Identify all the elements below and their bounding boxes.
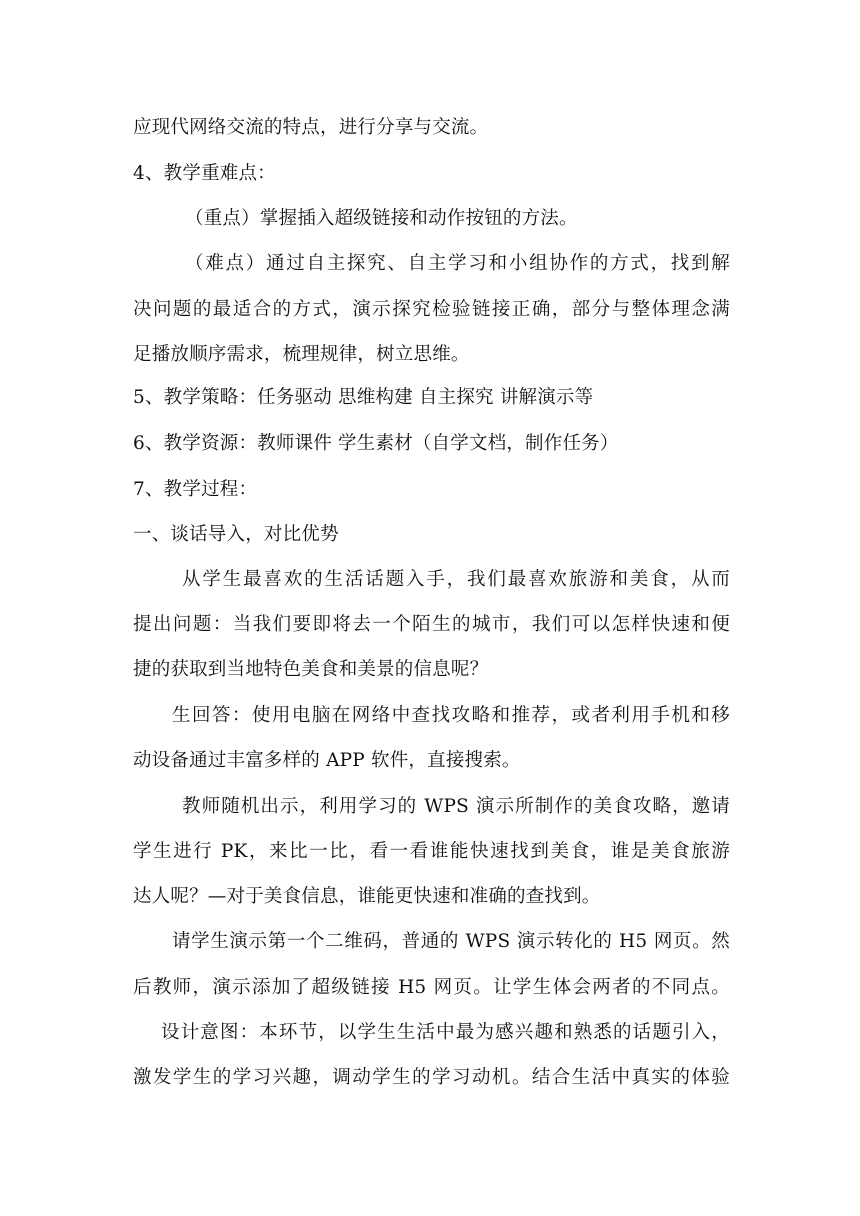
text-line: 请学生演示第一个二维码，普通的 WPS 演示转化的 H5 网页。然 <box>172 931 730 952</box>
text-line: 生回答：使用电脑在网络中查找攻略和推荐，或者利用手机和移 <box>172 705 730 726</box>
section-heading: 5、教学策略：任务驱动 思维构建 自主探究 讲解演示等 <box>133 387 594 408</box>
text-line: （难点）通过自主探究、自主学习和小组协作的方式，找到解 <box>185 253 730 274</box>
text-line: 激发学生的学习兴趣，调动学生的学习动机。结合生活中真实的体验 <box>133 1067 730 1088</box>
text-line: 达人呢？—对于美食信息，谁能更快速和准确的查找到。 <box>133 886 601 907</box>
text-line: 从学生最喜欢的生活话题入手，我们最喜欢旅游和美食，从而 <box>182 569 730 590</box>
section-heading: 一、谈话导入，对比优势 <box>133 524 339 545</box>
text-line: （重点）掌握插入超级链接和动作按钮的方法。 <box>185 208 578 229</box>
section-heading: 4、教学重难点： <box>133 163 276 184</box>
text-line: 决问题的最适合的方式，演示探究检验链接正确，部分与整体理念满 <box>133 299 730 320</box>
section-heading: 7、教学过程： <box>133 479 258 500</box>
text-line: 提出问题：当我们要即将去一个陌生的城市，我们可以怎样快速和便 <box>133 614 730 635</box>
text-line: 足播放顺序需求，梳理规律，树立思维。 <box>133 344 470 365</box>
text-line: 教师随机出示，利用学习的 WPS 演示所制作的美食攻略，邀请 <box>182 796 730 817</box>
text-line: 动设备通过丰富多样的 APP 软件，直接搜索。 <box>133 750 521 771</box>
text-line: 设计意图：本环节，以学生生活中最为感兴趣和熟悉的话题引入， <box>161 1022 730 1043</box>
text-line: 捷的获取到当地特色美食和美景的信息呢？ <box>133 659 489 680</box>
text-line: 后教师，演示添加了超级链接 H5 网页。让学生体会两者的不同点。 <box>133 977 730 998</box>
text-line: 应现代网络交流的特点，进行分享与交流。 <box>133 117 489 138</box>
section-heading: 6、教学资源：教师课件 学生素材（自学文档，制作任务） <box>133 433 619 454</box>
text-line: 学生进行 PK，来比一比，看一看谁能快速找到美食，谁是美食旅游 <box>133 841 730 862</box>
